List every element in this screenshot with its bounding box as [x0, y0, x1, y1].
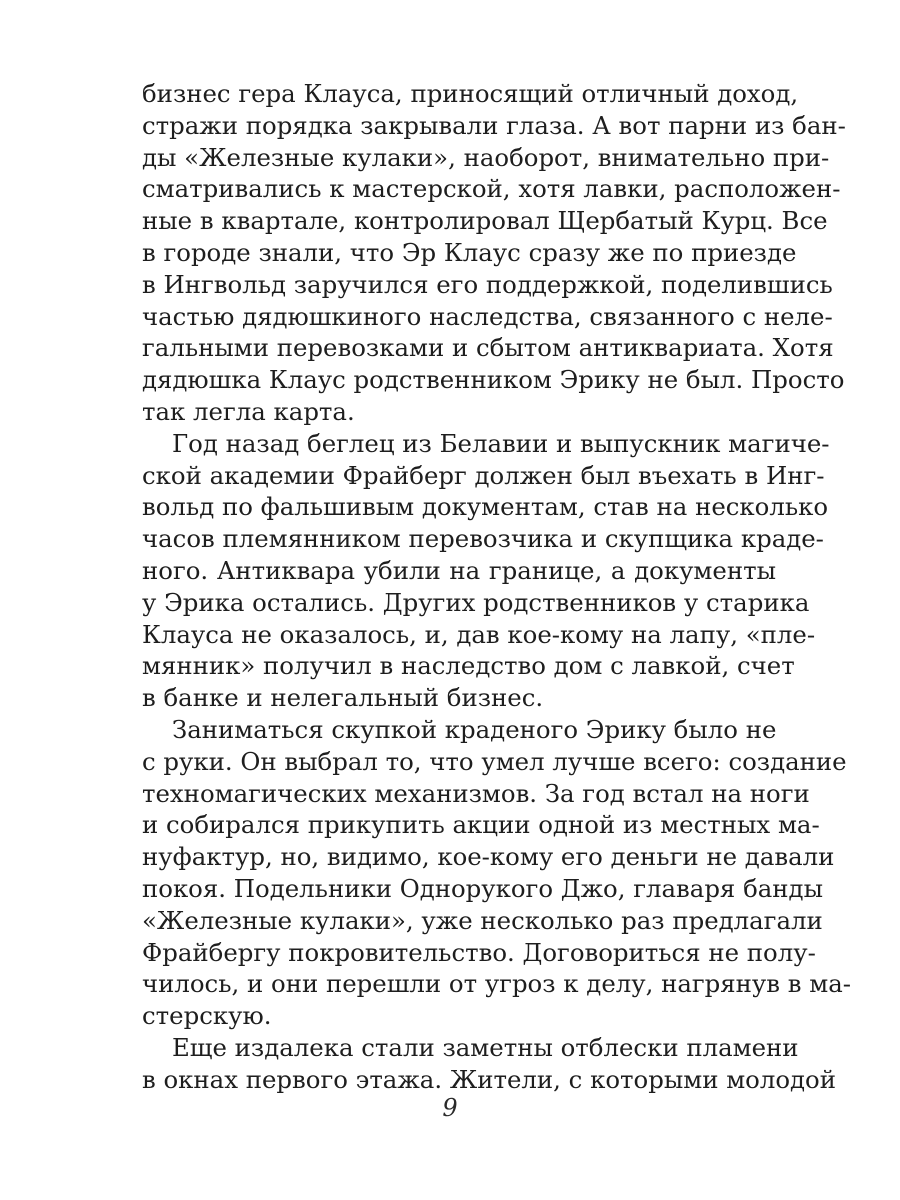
text-line: бизнес гера Клауса, приносящий отличный доход, [142, 79, 799, 108]
text-line: ской академии Фрайберг должен был въехать в Инг- [142, 460, 825, 490]
text-line: сматривались к мастерской, хотя лавки, расположен- [142, 174, 841, 204]
text-line: в Ингвольд заручился его поддержкой, поделившись [142, 269, 833, 299]
text-line: Еще издалека стали заметны отблески пламени [172, 1032, 799, 1062]
paragraph [142, 428, 830, 714]
text-line: ды «Железные кулаки», наоборот, внимательно при- [142, 142, 830, 172]
text-line: частью дядюшкиного наследства, связанного с неле- [142, 301, 833, 331]
text-line: Заниматься скупкой краденого Эрику было не [172, 714, 777, 744]
text-line: вольд по фальшивым документам, став на несколько [142, 492, 829, 522]
text-line: техномагических механизмов. За год встал на ноги [142, 778, 810, 808]
text-line: и собирался прикупить акции одной из местных ма- [142, 810, 820, 840]
paragraph [142, 1032, 837, 1096]
text-line: Клауса не оказалось, и, дав кое-кому на лапу, «пле- [142, 619, 816, 649]
text-line: у Эрика остались. Других родственников у старика [142, 587, 810, 617]
text-line: чилось, и они перешли от угроз к делу, нагрянув в ма- [142, 969, 852, 999]
text-line: с руки. Он выбрал то, что умел лучше всего: создание [142, 746, 847, 776]
text-line: стерскую. [142, 1001, 272, 1031]
text-line: гальными перевозками и сбытом антиквариата. Хотя [142, 333, 834, 363]
text-line: Фрайбергу покровительство. Договориться не полу- [142, 937, 816, 967]
text-line: так легла карта. [142, 396, 355, 426]
page-number: 9 [442, 1094, 458, 1122]
text-line: нуфактур, но, видимо, кое-кому его деньги не давали [142, 842, 835, 872]
text-line: мянник» получил в наследство дом с лавкой, счет [142, 651, 795, 681]
text-line: стражи порядка закрывали глаза. А вот парни из бан- [142, 110, 846, 140]
text-line: часов племянником перевозчика и скупщика краде- [142, 524, 824, 554]
text-line: в банке и нелегальный бизнес. [142, 683, 544, 713]
paragraph [142, 714, 852, 1032]
text-line: ные в квартале, контролировал Щербатый Курц. Все [142, 206, 828, 236]
text-line: дядюшка Клаус родственником Эрику не был. Просто [142, 365, 845, 395]
text-line: покоя. Подельники Однорукого Джо, главаря банды [142, 873, 823, 903]
text-line: в городе знали, что Эр Клаус сразу же по приезде [142, 237, 797, 267]
text-line: «Железные кулаки», уже несколько раз предлагали [142, 905, 823, 935]
text-line: Год назад беглец из Белавии и выпускник магиче- [172, 428, 830, 458]
text-line: в окнах первого этажа. Жители, с которыми молодой [142, 1064, 837, 1094]
paragraph [142, 78, 846, 428]
text-line: ного. Антиквара убили на границе, а документы [142, 555, 776, 585]
body-text [142, 78, 852, 1096]
